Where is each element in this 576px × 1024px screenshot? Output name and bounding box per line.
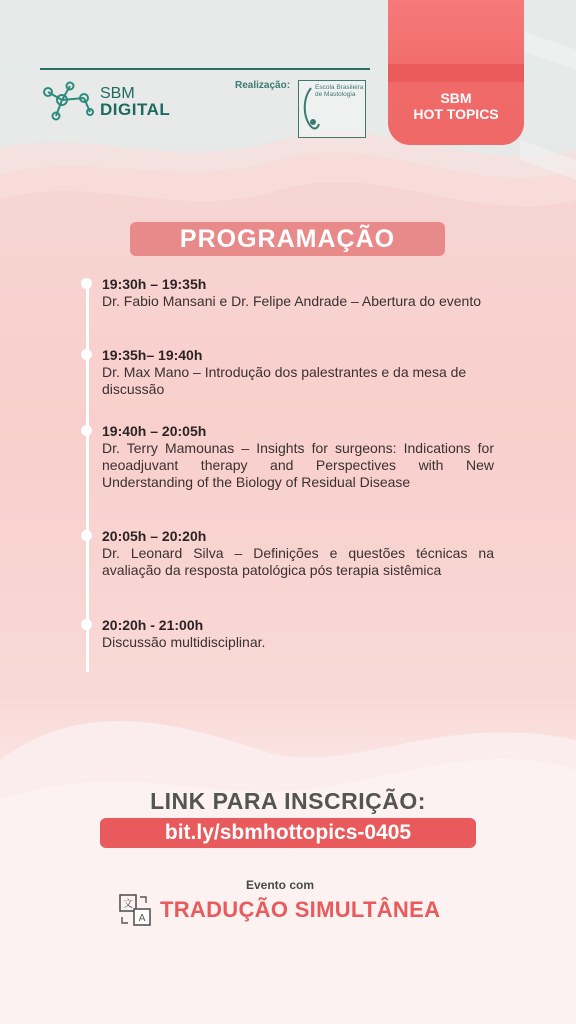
translate-icon <box>118 893 152 927</box>
event-description: Discussão multidisciplinar. <box>102 634 266 650</box>
event-description: Dr. Fabio Mansani e Dr. Felipe Andrade – Abertura do evento <box>102 293 482 309</box>
timeline-dot <box>81 619 92 630</box>
brand-name <box>100 86 170 118</box>
event-item <box>102 276 494 310</box>
header-divider <box>40 68 370 70</box>
realizacao-label: Realização: <box>235 80 291 91</box>
event-time: 19:40h – 20:05h <box>102 423 207 439</box>
brand-line2: DIGITAL <box>100 100 171 119</box>
timeline-dot <box>81 530 92 541</box>
program-title: PROGRAMAÇÃO <box>130 222 445 256</box>
timeline-dot <box>81 278 92 289</box>
network-icon <box>40 78 96 124</box>
timeline-line <box>86 282 89 672</box>
escola-logo <box>298 80 366 138</box>
registration-label: LINK PARA INSCRIÇÃO: <box>150 788 426 814</box>
event-time: 20:20h - 21:00h <box>102 617 204 633</box>
sbm-digital-logo <box>40 78 190 126</box>
hot-topics-line1: SBM <box>440 90 472 106</box>
event-item <box>102 617 494 651</box>
event-time: 19:35h– 19:40h <box>102 347 203 363</box>
translation-prefix: Evento com <box>246 878 315 892</box>
event-item <box>102 528 494 579</box>
timeline-dot <box>81 425 92 436</box>
hot-topics-text <box>388 90 524 122</box>
escola-name: Escola Brasileira de Mastologia <box>315 84 364 98</box>
timeline-dot <box>81 349 92 360</box>
svg-text:文: 文 <box>123 899 133 910</box>
svg-text:A: A <box>138 913 146 924</box>
hot-topics-band <box>388 64 524 82</box>
event-item <box>102 423 494 491</box>
event-item <box>102 347 494 398</box>
registration-link[interactable]: bit.ly/sbmhottopics-0405 <box>100 818 476 848</box>
event-description: Dr. Terry Mamounas – Insights for surgeons: Indications for neoadjuvant therapy and Perspectives with New Understanding of the Biology of Residual Disease <box>102 440 494 490</box>
event-time: 20:05h – 20:20h <box>102 528 207 544</box>
hot-topics-badge <box>388 0 524 145</box>
translation-title: TRADUÇÃO SIMULTÂNEA <box>160 897 441 922</box>
brand-line1: SBM <box>100 85 135 102</box>
event-description: Dr. Max Mano – Introdução dos palestrantes e da mesa de discussão <box>102 364 467 397</box>
event-description: Dr. Leonard Silva – Definições e questões técnicas na avaliação da resposta patológica pós terapia sistêmica <box>102 545 494 578</box>
event-time: 19:30h – 19:35h <box>102 276 207 292</box>
hot-topics-line2: HOT TOPICS <box>413 106 499 122</box>
